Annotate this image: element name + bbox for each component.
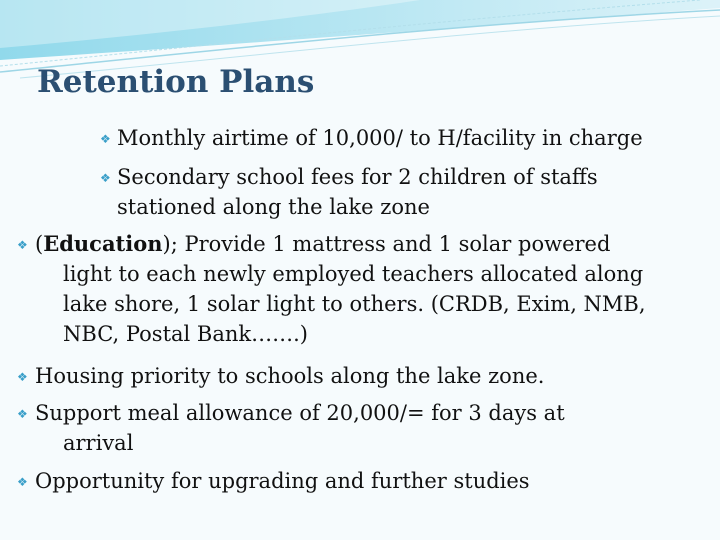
bullet-text-line <box>35 229 610 259</box>
bullet-icon: ❖ <box>17 475 28 489</box>
bullet-text-line: light to each newly employed teachers allocated along <box>63 262 644 286</box>
bullet-text-line: Opportunity for upgrading and further studies <box>35 469 530 493</box>
bullet-icon: ❖ <box>100 171 111 185</box>
bullet-text-line: NBC, Postal Bank…….) <box>63 322 308 346</box>
line-text: ); Provide 1 mattress and 1 solar powered <box>162 232 611 256</box>
bullet-icon: ❖ <box>100 132 111 146</box>
lead-paren: ( <box>35 232 44 256</box>
bullet-text-line: lake shore, 1 solar light to others. (CRDB, Exim, NMB, <box>63 292 646 316</box>
bullet-icon: ❖ <box>17 238 28 252</box>
slide-title: Retention Plans <box>37 64 315 100</box>
bullet-text-line: Housing priority to schools along the lake zone. <box>35 364 545 388</box>
bullet-text-line: Monthly airtime of 10,000/ to H/facility in charge <box>117 126 643 150</box>
bullet-icon: ❖ <box>17 370 28 384</box>
bullet-text-line: arrival <box>63 431 134 455</box>
bullet-icon: ❖ <box>17 407 28 421</box>
bold-term: Education <box>43 231 163 256</box>
bullet-text-line: Secondary school fees for 2 children of staffs <box>117 165 598 189</box>
bullet-text-line: Support meal allowance of 20,000/= for 3 days at <box>35 401 565 425</box>
bullet-text-line: stationed along the lake zone <box>117 195 430 219</box>
